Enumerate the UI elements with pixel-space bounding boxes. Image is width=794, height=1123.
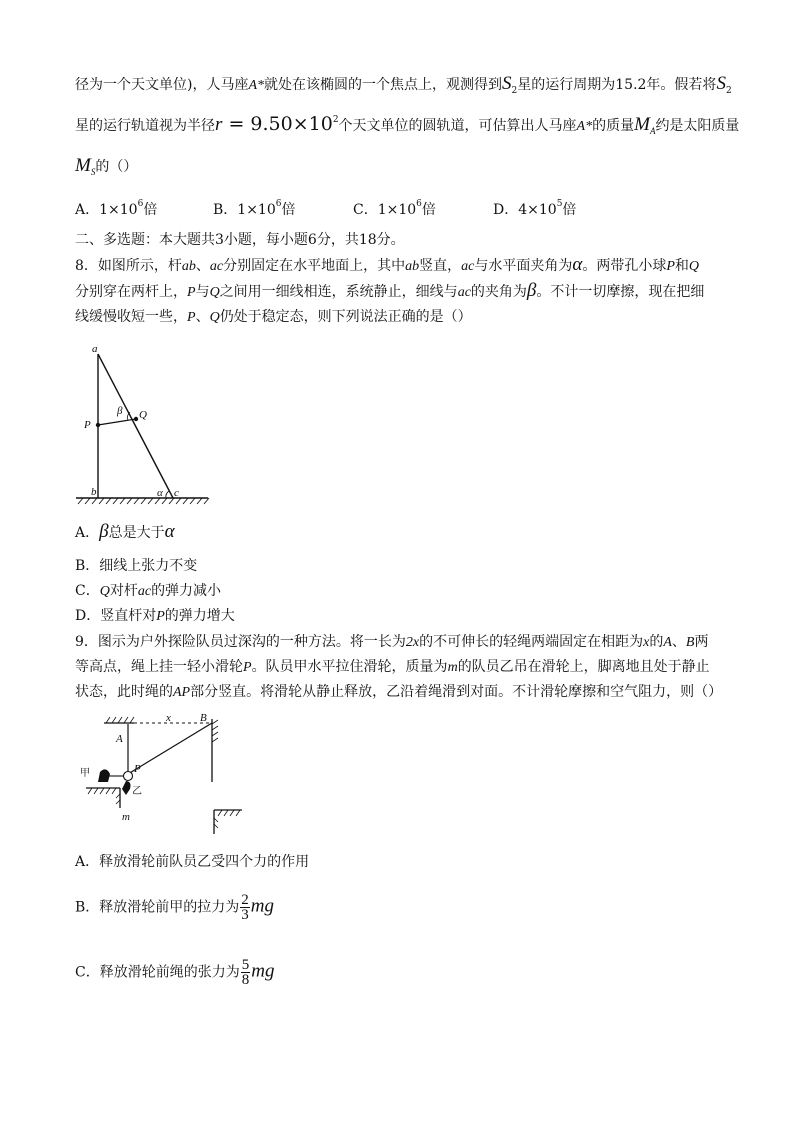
var-mg: mg bbox=[251, 960, 275, 982]
text: 的夹角为 bbox=[470, 284, 527, 300]
q9-option-a[interactable]: A．释放滑轮前队员乙受四个力的作用 bbox=[75, 854, 310, 870]
text: 的弹力增大 bbox=[164, 608, 235, 624]
text: 的弹力减小 bbox=[151, 583, 222, 599]
fraction bbox=[241, 958, 251, 987]
label-p: P bbox=[134, 763, 141, 775]
option-key: A． bbox=[75, 202, 100, 218]
option-unit: 倍 bbox=[421, 202, 436, 218]
q7-option-a[interactable] bbox=[75, 199, 157, 219]
text: 8．如图所示，杆 bbox=[75, 258, 182, 274]
string-pq bbox=[98, 419, 136, 425]
text: 就处在该椭圆的一个焦点上，观测得到 bbox=[264, 77, 503, 93]
q9-stem-line3 bbox=[75, 682, 722, 703]
q8-stem-line3 bbox=[75, 307, 472, 328]
label-c: c bbox=[174, 487, 179, 499]
var-Q: Q bbox=[209, 285, 220, 300]
denominator: 8 bbox=[241, 972, 250, 988]
q8-stem-line2 bbox=[75, 281, 704, 303]
var-ab: ab bbox=[405, 259, 420, 274]
text: 和 bbox=[674, 258, 689, 274]
var-B: B bbox=[685, 635, 695, 650]
rod-ac bbox=[98, 354, 173, 498]
subscript: 2 bbox=[725, 86, 732, 96]
label-a: a bbox=[92, 343, 98, 355]
q8-stem-line1 bbox=[75, 255, 699, 277]
text: 竖直， bbox=[419, 258, 462, 274]
text: B．释放滑轮前甲的拉力为 bbox=[75, 899, 240, 916]
option-unit: 倍 bbox=[562, 202, 577, 218]
var-ac: ac bbox=[461, 259, 475, 274]
section-heading: 二、多选题：本大题共3小题，每小题6分，共18分。 bbox=[75, 232, 405, 248]
text: 。队员甲水平拉住滑轮，质量为 bbox=[251, 659, 448, 675]
text: 星的运行轨道视为半径 bbox=[75, 118, 215, 134]
q9-figure bbox=[76, 710, 256, 840]
q9-option-c[interactable] bbox=[75, 958, 274, 987]
var-alpha: α bbox=[164, 521, 175, 542]
text: 仍处于稳定态，则下列说法正确的是（） bbox=[219, 309, 472, 325]
option-unit: 倍 bbox=[143, 202, 158, 218]
text: 星的运行周期为15.2年。假若将 bbox=[517, 77, 717, 93]
exponent: 2 bbox=[332, 115, 339, 125]
text: 部分竖直。将滑轮从静止释放，乙沿着绳滑到对面。不计滑轮摩擦和空气阻力，则（） bbox=[190, 684, 723, 700]
text: 、 bbox=[195, 309, 210, 325]
label-q: Q bbox=[139, 409, 147, 421]
label-b: b bbox=[91, 486, 97, 498]
ledge-right-hatch bbox=[214, 810, 240, 828]
var-S: S bbox=[716, 73, 726, 94]
option-key: A． bbox=[75, 525, 100, 541]
option-value: 1×10 bbox=[99, 202, 138, 218]
exponent: 6 bbox=[275, 199, 282, 209]
var-A-star: A* bbox=[248, 78, 265, 93]
label-p: P bbox=[84, 419, 91, 431]
numerator: 5 bbox=[241, 957, 250, 973]
q8-option-b[interactable]: B．细线上张力不变 bbox=[75, 558, 198, 574]
var-S: S bbox=[502, 73, 512, 94]
text: 与 bbox=[195, 284, 210, 300]
text: 。两带孔小球 bbox=[582, 258, 667, 274]
var-ac: ac bbox=[457, 285, 471, 300]
option-unit: 倍 bbox=[281, 202, 296, 218]
exponent: 6 bbox=[137, 199, 144, 209]
var-P: P bbox=[243, 660, 252, 675]
q7-stem-line3 bbox=[75, 156, 137, 177]
option-key: C． bbox=[75, 583, 100, 599]
label-yi: 乙 bbox=[132, 786, 142, 797]
var-beta: β bbox=[99, 521, 109, 542]
person-jia-icon bbox=[98, 769, 110, 782]
fraction bbox=[240, 893, 250, 922]
option-value: 1×10 bbox=[377, 202, 417, 218]
var-alpha: α bbox=[572, 254, 583, 275]
q7-option-d[interactable] bbox=[493, 199, 576, 219]
var-x: x bbox=[643, 635, 650, 650]
q8-option-a[interactable] bbox=[75, 522, 175, 543]
label-jia: 甲 bbox=[80, 768, 90, 779]
text: 、 bbox=[195, 258, 210, 274]
text: 。不计一切摩擦，现在把细 bbox=[536, 284, 705, 300]
subscript: S bbox=[90, 167, 96, 177]
text: 个天文单位的圆轨道，可估算出人马座 bbox=[338, 118, 577, 134]
var-Q: Q bbox=[688, 259, 700, 274]
var-AP: AP bbox=[173, 685, 191, 700]
text: 分别固定在水平地面上，其中 bbox=[223, 258, 406, 274]
label-m: m bbox=[122, 811, 130, 823]
q7-stem-line2 bbox=[75, 114, 739, 137]
var-A: A bbox=[663, 635, 672, 650]
q8-option-c[interactable] bbox=[75, 581, 221, 602]
text: 状态，此时绳的 bbox=[75, 684, 173, 700]
var-M: M bbox=[634, 114, 650, 135]
var-beta: β bbox=[526, 280, 537, 301]
text: 约是太阳质量 bbox=[655, 118, 740, 134]
var-mg: mg bbox=[250, 895, 275, 917]
var-2x: 2x bbox=[405, 635, 420, 650]
exponent: 5 bbox=[556, 199, 563, 209]
var-P: P bbox=[666, 259, 675, 274]
q7-option-b[interactable] bbox=[213, 199, 295, 219]
text: 的质量 bbox=[592, 118, 635, 134]
option-key: B． bbox=[213, 202, 238, 218]
text: 的队员乙吊在滑轮上，脚离地且处于静止 bbox=[457, 659, 710, 675]
label-b: B bbox=[200, 712, 207, 724]
label-alpha: α bbox=[157, 487, 163, 499]
option-key: D． bbox=[493, 202, 519, 218]
q7-option-c[interactable] bbox=[353, 199, 436, 219]
var-P: P bbox=[187, 310, 196, 325]
q7-options bbox=[75, 199, 635, 219]
text: 对杆 bbox=[109, 583, 138, 599]
text: 等高点，绳上挂一轻小滑轮 bbox=[75, 659, 243, 675]
text: 线缓慢收短一些， bbox=[75, 309, 187, 325]
subscript: 2 bbox=[511, 86, 518, 96]
var-ac: ac bbox=[209, 259, 224, 274]
q7-stem-line1 bbox=[75, 74, 732, 96]
angle-alpha-arc bbox=[166, 491, 169, 498]
numerator: 2 bbox=[241, 892, 249, 908]
ledge-left-hatch bbox=[88, 788, 120, 804]
ground-hatch bbox=[78, 498, 209, 504]
var-ab: ab bbox=[181, 259, 196, 274]
text: 、 bbox=[671, 634, 686, 650]
text: 9．图示为户外探险队员过深沟的一种方法。将一长为 bbox=[75, 634, 406, 650]
var-Q: Q bbox=[209, 310, 220, 325]
q8-option-d[interactable] bbox=[75, 606, 235, 627]
text: 径为一个天文单位)，人马座 bbox=[75, 77, 249, 93]
exponent: 6 bbox=[416, 199, 422, 209]
var-Q: Q bbox=[99, 584, 110, 599]
ball-p bbox=[96, 423, 100, 427]
person-yi-icon bbox=[122, 781, 131, 795]
text: 的不可伸长的轻绳两端固定在相距为 bbox=[419, 634, 644, 650]
text: 分别穿在两杆上， bbox=[75, 284, 187, 300]
text: 与水平面夹角为 bbox=[474, 258, 573, 274]
text: C．释放滑轮前绳的张力为 bbox=[75, 964, 240, 981]
var-P: P bbox=[187, 285, 196, 300]
label-a: A bbox=[116, 733, 123, 745]
option-value: 4×10 bbox=[518, 202, 557, 218]
text: D．竖直杆对 bbox=[75, 608, 157, 624]
pulley-p bbox=[124, 772, 133, 781]
q9-stem-line2 bbox=[75, 657, 710, 678]
value: = 9.50×10 bbox=[222, 113, 333, 135]
subscript: A bbox=[649, 126, 656, 136]
text: 两 bbox=[694, 634, 709, 650]
q8-figure bbox=[70, 340, 230, 510]
ball-q bbox=[134, 417, 138, 421]
label-beta: β bbox=[117, 405, 123, 417]
option-key: C． bbox=[353, 202, 378, 218]
denominator: 3 bbox=[241, 907, 249, 923]
var-ac: ac bbox=[137, 584, 152, 599]
support-b-hatch bbox=[212, 720, 218, 742]
option-value: 1×10 bbox=[237, 202, 276, 218]
q9-option-b[interactable] bbox=[75, 893, 274, 922]
var-P: P bbox=[156, 609, 165, 624]
text: 总是大于 bbox=[108, 525, 165, 541]
text: 之间用一细线相连，系统静止，细线与 bbox=[219, 284, 458, 300]
var-r: r bbox=[215, 114, 223, 135]
var-m: m bbox=[447, 660, 458, 675]
q9-stem-line1 bbox=[75, 632, 708, 653]
text: 的（） bbox=[95, 159, 138, 175]
label-x: x bbox=[166, 712, 171, 724]
text: 的 bbox=[649, 634, 664, 650]
var-A-star: A* bbox=[576, 119, 593, 134]
var-M: M bbox=[75, 155, 91, 176]
support-a-hatch bbox=[106, 717, 134, 723]
